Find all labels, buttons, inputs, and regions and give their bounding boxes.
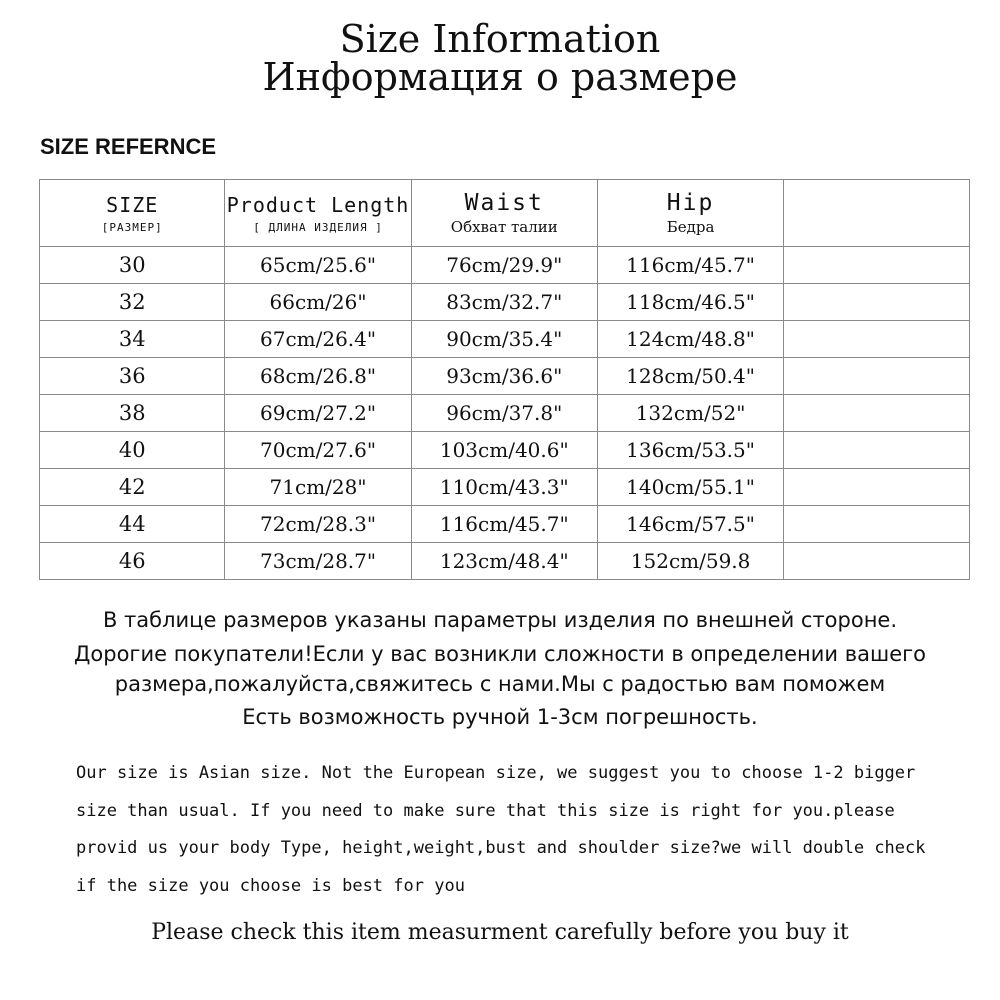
table-row	[40, 321, 970, 358]
length-cell: 68cm/26.8"	[225, 358, 411, 395]
size-reference-heading: SIZE REFERNCE	[40, 134, 217, 159]
column-header-label: Waist	[464, 190, 544, 216]
table-row	[40, 247, 970, 284]
hip-cell: 118cm/46.5"	[597, 284, 783, 321]
size-cell: 32	[40, 284, 225, 321]
length-cell: 71cm/28"	[225, 469, 411, 506]
size-cell: 42	[40, 469, 225, 506]
size-cell: 46	[40, 543, 225, 580]
empty-cell	[784, 395, 970, 432]
empty-cell	[784, 469, 970, 506]
waist-cell: 76cm/29.9"	[411, 247, 597, 284]
english-note-line-3: provid us your body Type, height,weight,bust and shoulder size?we will double check	[76, 838, 926, 858]
empty-cell	[784, 506, 970, 543]
waist-cell: 116cm/45.7"	[411, 506, 597, 543]
russian-note-line-3: размера,пожалуйста,свяжитесь с нами.Мы с радостью вам поможем	[114, 672, 886, 696]
english-note-line-4: if the size you choose is best for you	[76, 876, 465, 896]
column-header-sublabel: [ ДЛИНА ИЗДЕЛИЯ ]	[253, 220, 383, 234]
table-row	[40, 543, 970, 580]
size-cell: 44	[40, 506, 225, 543]
column-header-size	[40, 180, 225, 247]
column-header-sublabel: [РАЗМЕР]	[101, 220, 163, 234]
empty-cell	[784, 247, 970, 284]
waist-cell: 103cm/40.6"	[411, 432, 597, 469]
waist-cell: 83cm/32.7"	[411, 284, 597, 321]
hip-cell: 140cm/55.1"	[597, 469, 783, 506]
table-row	[40, 432, 970, 469]
waist-cell: 123cm/48.4"	[411, 543, 597, 580]
table-header-row	[40, 180, 970, 247]
hip-cell: 132cm/52"	[597, 395, 783, 432]
column-header-label: Hip	[666, 190, 715, 216]
title-english: Size Information	[339, 17, 661, 61]
length-cell: 65cm/25.6"	[225, 247, 411, 284]
english-note-line-2: size than usual. If you need to make sure that this size is right for you.please	[76, 801, 895, 821]
title-russian: Информация о размере	[262, 55, 738, 99]
column-header-sublabel: Бедра	[666, 218, 715, 236]
length-cell: 72cm/28.3"	[225, 506, 411, 543]
hip-cell: 152cm/59.8	[597, 543, 783, 580]
column-header-hip	[597, 180, 783, 247]
empty-cell	[784, 543, 970, 580]
waist-cell: 96cm/37.8"	[411, 395, 597, 432]
length-cell: 67cm/26.4"	[225, 321, 411, 358]
table-row	[40, 506, 970, 543]
size-cell: 34	[40, 321, 225, 358]
russian-note-line-4: Есть возможность ручной 1-3см погрешность.	[242, 705, 758, 729]
column-header-label: SIZE	[106, 192, 159, 217]
waist-cell: 93cm/36.6"	[411, 358, 597, 395]
hip-cell: 146cm/57.5"	[597, 506, 783, 543]
table-row	[40, 469, 970, 506]
empty-cell	[784, 358, 970, 395]
empty-cell	[784, 432, 970, 469]
column-header-waist	[411, 180, 597, 247]
table-row	[40, 284, 970, 321]
empty-cell	[784, 284, 970, 321]
column-header-sublabel: Обхват талии	[450, 218, 558, 236]
hip-cell: 128cm/50.4"	[597, 358, 783, 395]
english-note-line-1: Our size is Asian size. Not the European size, we suggest you to choose 1-2 bigger	[76, 763, 916, 783]
column-header-label: Product Length	[226, 192, 410, 217]
length-cell: 66cm/26"	[225, 284, 411, 321]
size-cell: 30	[40, 247, 225, 284]
size-table	[39, 179, 970, 580]
russian-note-line-2: Дорогие покупатели!Если у вас возникли сложности в определении вашего	[73, 642, 926, 666]
size-cell: 40	[40, 432, 225, 469]
russian-note-line-1: В таблице размеров указаны параметры изделия по внешней стороне.	[102, 608, 898, 632]
waist-cell: 90cm/35.4"	[411, 321, 597, 358]
hip-cell: 124cm/48.8"	[597, 321, 783, 358]
length-cell: 69cm/27.2"	[225, 395, 411, 432]
table-row	[40, 395, 970, 432]
footer-note: Please check this item measurment carefully before you buy it	[151, 920, 849, 945]
hip-cell: 136cm/53.5"	[597, 432, 783, 469]
column-header-length	[225, 180, 411, 247]
length-cell: 73cm/28.7"	[225, 543, 411, 580]
column-header-empty	[784, 180, 970, 247]
table-body	[40, 247, 970, 580]
waist-cell: 110cm/43.3"	[411, 469, 597, 506]
size-cell: 38	[40, 395, 225, 432]
table-row	[40, 358, 970, 395]
length-cell: 70cm/27.6"	[225, 432, 411, 469]
empty-cell	[784, 321, 970, 358]
hip-cell: 116cm/45.7"	[597, 247, 783, 284]
size-cell: 36	[40, 358, 225, 395]
